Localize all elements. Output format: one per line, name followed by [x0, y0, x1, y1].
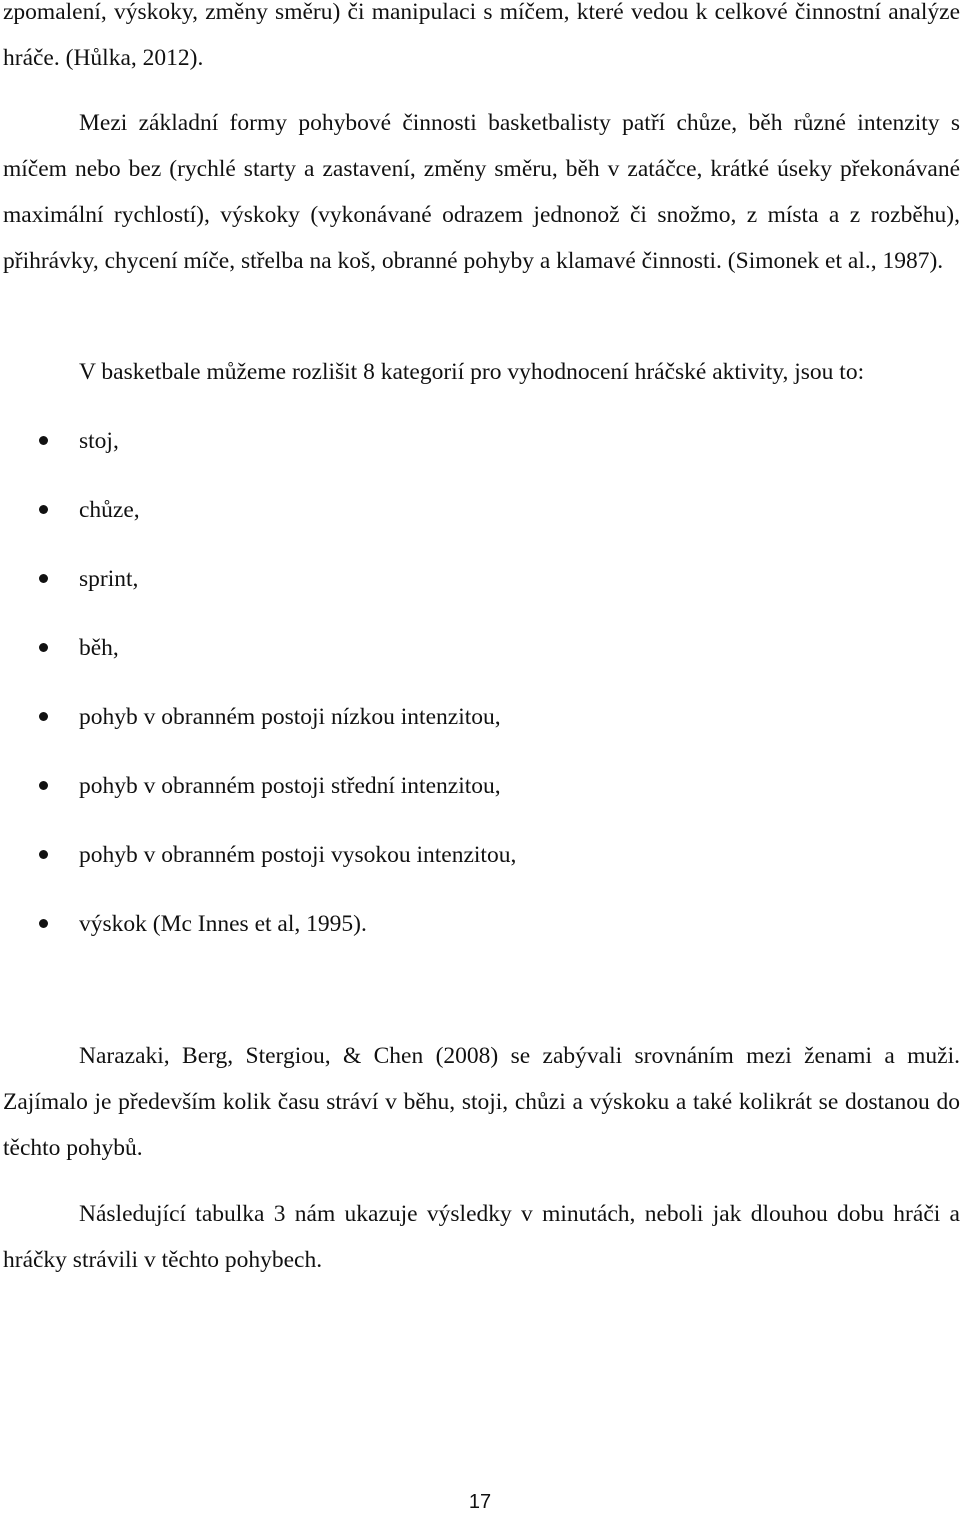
category-label: pohyb v obranném postoji střední intenzitou,	[79, 773, 501, 799]
bullet-icon	[39, 574, 48, 583]
category-label: výskok (Mc Innes et al, 1995).	[79, 911, 367, 937]
bullet-icon	[39, 850, 48, 859]
table-reference-paragraph: Následující tabulka 3 nám ukazuje výsledky v minutách, neboli jak dlouhou dobu hráči a hráčky strávili v těchto pohybech.	[3, 1201, 960, 1273]
top-paragraph: zpomalení, výskoky, změny směru) či manipulaci s míčem, které vedou k celkové činnostní analýze hráče. (Hůlka, 2012).	[3, 0, 960, 71]
category-label: sprint,	[79, 566, 139, 592]
bullet-icon	[39, 712, 48, 721]
bullet-icon	[39, 643, 48, 652]
category-label: pohyb v obranném postoji vysokou intenzitou,	[79, 842, 517, 868]
bullet-icon	[39, 436, 48, 445]
movement-paragraph: Mezi základní formy pohybové činnosti basketbalisty patří chůze, běh různé intenzity s míčem nebo bez (rychlé starty a zastavení, změny směru, běh v zatáčce, krátké úseky překonávané maximální rychlostí), výskoky (vykonávané odrazem jednonož či snožmo, z místa a z rozběhu), přihrávky, chycení míče, střelba na koš, obranné pohyby a klamavé činnosti. (Simonek et al., 1987).	[3, 110, 960, 274]
comparison-paragraph: Narazaki, Berg, Stergiou, & Chen (2008) se zabývali srovnáním mezi ženami a muži. Zajímalo je především kolik času stráví v běhu, stoji, chůzi a výskoku a také kolikrát se dostanou do těchto pohybů.	[3, 1043, 960, 1161]
bullet-icon	[39, 919, 48, 928]
bullet-icon	[39, 781, 48, 790]
category-label: běh,	[79, 635, 119, 661]
category-label: chůze,	[79, 497, 140, 523]
page-number: 17	[468, 1491, 492, 1513]
category-label: stoj,	[79, 428, 119, 454]
category-label: pohyb v obranném postoji nízkou intenzitou,	[79, 704, 501, 730]
categories-intro: V basketbale můžeme rozlišit 8 kategorií pro vyhodnocení hráčské aktivity, jsou to:	[79, 359, 865, 385]
bullet-icon	[39, 505, 48, 514]
